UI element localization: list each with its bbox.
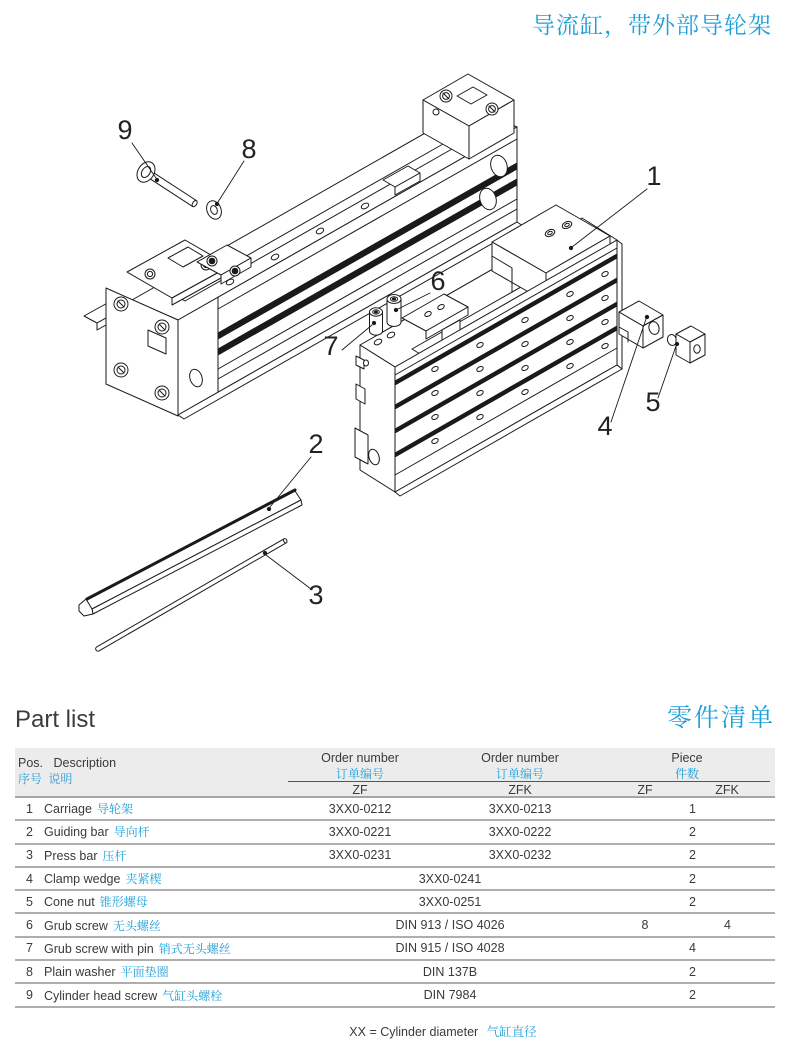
table-cell bbox=[44, 940, 290, 957]
header-divider bbox=[288, 781, 770, 782]
table-cell bbox=[290, 825, 430, 839]
table-cell bbox=[610, 965, 775, 979]
table-cell bbox=[44, 917, 290, 934]
table-cell bbox=[610, 848, 775, 862]
cell-text: 导轮架 bbox=[96, 802, 133, 817]
part-table-body bbox=[15, 798, 775, 1008]
table-cell bbox=[290, 872, 610, 886]
table-cell bbox=[430, 848, 610, 862]
table-cell bbox=[680, 918, 775, 932]
cell-text: 3XX0-0231 bbox=[328, 848, 392, 863]
table-cell bbox=[430, 802, 610, 816]
header-piece-en: Piece bbox=[671, 751, 703, 765]
cell-text: 2 bbox=[26, 824, 33, 839]
table-cell bbox=[44, 963, 290, 980]
cell-text: 锥形螺母 bbox=[99, 895, 148, 910]
table-cell bbox=[44, 847, 290, 864]
cell-text: DIN 913 / ISO 4026 bbox=[395, 918, 505, 933]
table-cell bbox=[610, 941, 775, 955]
header-piece-zh: 件数 bbox=[674, 767, 699, 781]
table-cell bbox=[15, 918, 44, 932]
table-cell bbox=[430, 825, 610, 839]
callout-6: 6 bbox=[430, 266, 446, 296]
table-row bbox=[15, 938, 775, 961]
table-cell bbox=[290, 988, 610, 1002]
cell-text: Carriage bbox=[44, 802, 92, 817]
table-row bbox=[15, 821, 775, 844]
cell-text: 1 bbox=[689, 801, 696, 816]
header-pos-en: Pos. bbox=[18, 756, 44, 770]
cell-text: 5 bbox=[26, 894, 33, 909]
footnote-zh: 气缸直径 bbox=[486, 1025, 537, 1039]
table-cell bbox=[290, 941, 610, 955]
cell-text: Grub screw bbox=[44, 918, 108, 933]
table-row bbox=[15, 845, 775, 868]
table-cell bbox=[15, 825, 44, 839]
table-cell bbox=[610, 802, 775, 816]
cell-text: 导向杆 bbox=[113, 825, 150, 840]
table-cell bbox=[290, 895, 610, 909]
table-row bbox=[15, 868, 775, 891]
table-cell bbox=[15, 802, 44, 816]
table-cell bbox=[610, 918, 680, 932]
header-order-zf-zh: 订单编号 bbox=[335, 767, 384, 781]
cell-text: 2 bbox=[689, 871, 696, 886]
cell-text: Press bar bbox=[44, 848, 98, 863]
header-order-zfk-en: Order number bbox=[481, 751, 559, 765]
cell-text: 3XX0-0232 bbox=[488, 848, 552, 863]
table-row bbox=[15, 984, 775, 1007]
cell-text: 2 bbox=[689, 988, 696, 1003]
part-table bbox=[15, 748, 775, 1008]
part-plain-washer bbox=[204, 199, 224, 222]
header-desc-zh: 说明 bbox=[48, 772, 73, 786]
cell-text: 3XX0-0222 bbox=[488, 824, 552, 839]
callout-2: 2 bbox=[308, 429, 324, 459]
cell-text: 1 bbox=[26, 801, 33, 816]
cell-text: DIN 137B bbox=[422, 964, 478, 979]
callout-9: 9 bbox=[117, 115, 133, 145]
table-row bbox=[15, 798, 775, 821]
cell-text: 2 bbox=[689, 824, 696, 839]
cell-text: 6 bbox=[26, 918, 33, 933]
table-cell bbox=[44, 800, 290, 817]
table-cell bbox=[610, 988, 775, 1002]
table-cell bbox=[15, 941, 44, 955]
header-piece-zfk: ZFK bbox=[715, 783, 739, 797]
callout-7: 7 bbox=[323, 331, 339, 361]
table-cell bbox=[290, 965, 610, 979]
table-cell bbox=[44, 987, 290, 1004]
table-cell bbox=[610, 895, 775, 909]
cell-text: 3XX0-0213 bbox=[488, 801, 552, 816]
cell-text: DIN 7984 bbox=[423, 988, 477, 1003]
callout-4: 4 bbox=[597, 411, 613, 441]
table-cell bbox=[15, 965, 44, 979]
cell-text: DIN 915 / ISO 4028 bbox=[395, 941, 505, 956]
table-cell bbox=[290, 848, 430, 862]
header-piece-zf: ZF bbox=[637, 783, 653, 797]
cell-text: 7 bbox=[26, 941, 33, 956]
cell-text: 4 bbox=[26, 871, 33, 886]
part-grub-screw-7 bbox=[370, 308, 383, 335]
cell-text: 夹紧楔 bbox=[125, 872, 162, 887]
cell-text: 4 bbox=[689, 941, 696, 956]
callout-8: 8 bbox=[241, 134, 257, 164]
cell-text: 无头螺丝 bbox=[112, 918, 161, 933]
table-row bbox=[15, 914, 775, 937]
cell-text: 销式无头螺丝 bbox=[158, 941, 231, 956]
callout-1: 1 bbox=[646, 161, 662, 191]
cell-text: 气缸头螺栓 bbox=[162, 988, 223, 1003]
table-cell bbox=[44, 823, 290, 840]
part-list-heading bbox=[15, 698, 775, 734]
callout-3: 3 bbox=[308, 580, 324, 610]
header-order-zf-en: Order number bbox=[321, 751, 399, 765]
cell-text: Guiding bar bbox=[44, 825, 109, 840]
table-cell bbox=[290, 802, 430, 816]
part-list-title-zh: 零件清单 bbox=[666, 704, 775, 732]
cell-text: 3XX0-0221 bbox=[328, 824, 392, 839]
cell-text: 3 bbox=[26, 848, 33, 863]
header-pos-zh: 序号 bbox=[18, 772, 43, 786]
table-row bbox=[15, 961, 775, 984]
cell-text: 8 bbox=[641, 918, 649, 933]
table-cell bbox=[290, 918, 610, 932]
cell-text: Plain washer bbox=[44, 965, 116, 980]
cell-text: Cylinder head screw bbox=[44, 988, 158, 1003]
callout-5: 5 bbox=[645, 387, 661, 417]
part-clamp-wedge bbox=[619, 301, 663, 348]
cell-text: 3XX0-0251 bbox=[418, 894, 482, 909]
part-list-title-en: Part list bbox=[15, 706, 96, 733]
cell-text: 4 bbox=[724, 918, 731, 933]
cell-text: 9 bbox=[26, 988, 33, 1003]
table-cell bbox=[15, 895, 44, 909]
header-col-zfk: ZFK bbox=[508, 783, 532, 797]
table-cell bbox=[44, 870, 290, 887]
table-cell bbox=[44, 893, 290, 910]
table-cell bbox=[610, 825, 775, 839]
cell-text: 压杆 bbox=[102, 848, 127, 863]
footnote bbox=[349, 1022, 536, 1040]
header-order-zfk-zh: 订单编号 bbox=[495, 767, 544, 781]
header-desc-en: Description bbox=[53, 756, 117, 770]
part-cylinder-head-screw bbox=[133, 158, 202, 213]
cell-text: 2 bbox=[689, 894, 696, 909]
cell-text: 平面垫圈 bbox=[120, 965, 169, 980]
cell-text: 3XX0-0212 bbox=[328, 801, 392, 816]
cell-text: Clamp wedge bbox=[44, 872, 121, 887]
cell-text: 2 bbox=[689, 848, 696, 863]
table-cell bbox=[15, 988, 44, 1002]
cell-text: Grub screw with pin bbox=[44, 941, 154, 956]
header-col-zf: ZF bbox=[352, 783, 368, 797]
footnote-en: XX = Cylinder diameter bbox=[349, 1025, 479, 1039]
cell-text: Cone nut bbox=[44, 895, 95, 910]
page-title: 导流缸，带外部导轮架 bbox=[532, 12, 772, 38]
table-row bbox=[15, 891, 775, 914]
table-cell bbox=[15, 848, 44, 862]
cell-text: 3XX0-0241 bbox=[418, 871, 482, 886]
cell-text: 8 bbox=[26, 964, 33, 979]
table-cell bbox=[15, 872, 44, 886]
table-cell bbox=[610, 872, 775, 886]
part-table-header bbox=[15, 748, 775, 798]
cell-text: 2 bbox=[689, 964, 696, 979]
